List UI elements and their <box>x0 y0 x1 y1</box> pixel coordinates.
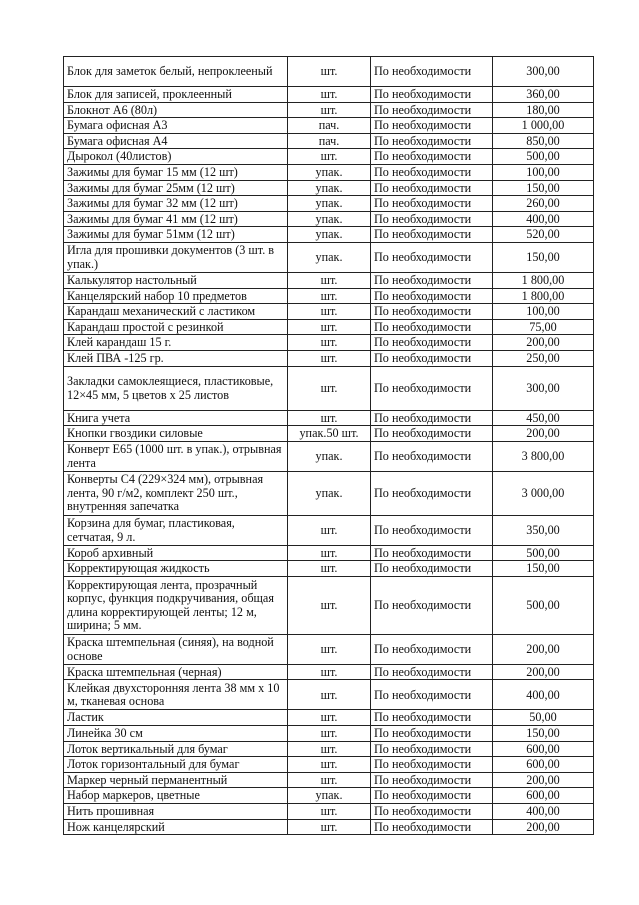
item-unit: шт. <box>288 741 371 757</box>
item-price: 100,00 <box>493 304 594 320</box>
item-price: 150,00 <box>493 561 594 577</box>
item-condition: По необходимости <box>371 102 493 118</box>
table-row <box>64 227 594 243</box>
item-name: Блокнот А6 (80л) <box>64 102 288 118</box>
item-name: Нить прошивная <box>64 804 288 820</box>
item-unit: шт. <box>288 561 371 577</box>
table-row <box>64 164 594 180</box>
item-name: Корректирующая лента, прозрачный корпус, функция подкручивания, общая длина корректирующей ленты; 12 м, ширина; 5 мм. <box>64 576 288 634</box>
table-row <box>64 57 594 87</box>
item-price: 400,00 <box>493 211 594 227</box>
item-unit: упак. <box>288 242 371 272</box>
item-condition: По необходимости <box>371 211 493 227</box>
item-condition: По необходимости <box>371 87 493 103</box>
item-price: 200,00 <box>493 772 594 788</box>
table-row <box>64 741 594 757</box>
table-row <box>64 335 594 351</box>
item-unit: шт. <box>288 726 371 742</box>
item-unit: упак. <box>288 196 371 212</box>
item-unit: шт. <box>288 757 371 773</box>
item-condition: По необходимости <box>371 576 493 634</box>
item-name: Закладки самоклеящиеся, пластиковые, 12×45 мм, 5 цветов х 25 листов <box>64 366 288 410</box>
item-name: Блок для заметок белый, непроклееный <box>64 57 288 87</box>
item-name: Блок для записей, проклеенный <box>64 87 288 103</box>
table-row <box>64 471 594 515</box>
item-unit: упак. <box>288 441 371 471</box>
item-condition: По необходимости <box>371 441 493 471</box>
item-condition: По необходимости <box>371 350 493 366</box>
item-condition: По необходимости <box>371 164 493 180</box>
item-name: Линейка 30 см <box>64 726 288 742</box>
item-unit: шт. <box>288 350 371 366</box>
item-name: Клей ПВА -125 гр. <box>64 350 288 366</box>
table-row <box>64 664 594 680</box>
item-name: Бумага офисная А3 <box>64 118 288 134</box>
item-condition: По необходимости <box>371 426 493 442</box>
item-condition: По необходимости <box>371 545 493 561</box>
item-price: 200,00 <box>493 819 594 835</box>
item-price: 1 000,00 <box>493 118 594 134</box>
table-row <box>64 515 594 545</box>
item-price: 260,00 <box>493 196 594 212</box>
item-name: Маркер черный перманентный <box>64 772 288 788</box>
item-name: Игла для прошивки документов (3 шт. в упак.) <box>64 242 288 272</box>
item-name: Книга учета <box>64 410 288 426</box>
table-row <box>64 788 594 804</box>
item-unit: упак.50 шт. <box>288 426 371 442</box>
item-price: 150,00 <box>493 242 594 272</box>
table-row <box>64 576 594 634</box>
item-condition: По необходимости <box>371 149 493 165</box>
item-unit: шт. <box>288 288 371 304</box>
item-price: 50,00 <box>493 710 594 726</box>
item-unit: шт. <box>288 634 371 664</box>
item-condition: По необходимости <box>371 57 493 87</box>
item-price: 200,00 <box>493 634 594 664</box>
item-price: 600,00 <box>493 757 594 773</box>
item-unit: шт. <box>288 272 371 288</box>
table-row <box>64 804 594 820</box>
item-name: Калькулятор настольный <box>64 272 288 288</box>
item-price: 1 800,00 <box>493 272 594 288</box>
item-price: 850,00 <box>493 133 594 149</box>
item-name: Зажимы для бумаг 15 мм (12 шт) <box>64 164 288 180</box>
table-row <box>64 350 594 366</box>
item-unit: шт. <box>288 515 371 545</box>
item-unit: упак. <box>288 211 371 227</box>
item-name: Зажимы для бумаг 51мм (12 шт) <box>64 227 288 243</box>
item-name: Краска штемпельная (черная) <box>64 664 288 680</box>
item-unit: пач. <box>288 118 371 134</box>
item-price: 150,00 <box>493 726 594 742</box>
table-row <box>64 102 594 118</box>
item-unit: шт. <box>288 149 371 165</box>
item-condition: По необходимости <box>371 304 493 320</box>
table-row <box>64 272 594 288</box>
item-condition: По необходимости <box>371 788 493 804</box>
table-row <box>64 561 594 577</box>
item-condition: По необходимости <box>371 561 493 577</box>
table-row <box>64 180 594 196</box>
item-price: 1 800,00 <box>493 288 594 304</box>
item-price: 300,00 <box>493 366 594 410</box>
item-name: Лоток вертикальный для бумаг <box>64 741 288 757</box>
item-price: 600,00 <box>493 741 594 757</box>
item-condition: По необходимости <box>371 710 493 726</box>
item-name: Конверт Е65 (1000 шт. в упак.), отрывная лента <box>64 441 288 471</box>
price-table <box>63 56 594 835</box>
item-unit: шт. <box>288 772 371 788</box>
item-name: Клейкая двухсторонняя лента 38 мм х 10 м, тканевая основа <box>64 680 288 710</box>
item-unit: упак. <box>288 788 371 804</box>
item-name: Лоток горизонтальный для бумаг <box>64 757 288 773</box>
item-condition: По необходимости <box>371 680 493 710</box>
item-condition: По необходимости <box>371 471 493 515</box>
item-unit: шт. <box>288 366 371 410</box>
item-price: 400,00 <box>493 680 594 710</box>
item-name: Канцелярский набор 10 предметов <box>64 288 288 304</box>
table-row <box>64 726 594 742</box>
item-name: Краска штемпельная (синяя), на водной основе <box>64 634 288 664</box>
item-name: Набор маркеров, цветные <box>64 788 288 804</box>
item-name: Карандаш простой с резинкой <box>64 319 288 335</box>
table-row <box>64 149 594 165</box>
item-unit: шт. <box>288 87 371 103</box>
item-name: Клей карандаш 15 г. <box>64 335 288 351</box>
table-row <box>64 288 594 304</box>
table-row <box>64 366 594 410</box>
item-price: 150,00 <box>493 180 594 196</box>
item-unit: шт. <box>288 335 371 351</box>
item-price: 520,00 <box>493 227 594 243</box>
item-condition: По необходимости <box>371 819 493 835</box>
item-condition: По необходимости <box>371 634 493 664</box>
item-unit: шт. <box>288 545 371 561</box>
item-condition: По необходимости <box>371 757 493 773</box>
item-condition: По необходимости <box>371 288 493 304</box>
item-condition: По необходимости <box>371 804 493 820</box>
item-condition: По необходимости <box>371 741 493 757</box>
item-name: Короб архивный <box>64 545 288 561</box>
item-name: Зажимы для бумаг 25мм (12 шт) <box>64 180 288 196</box>
item-unit: шт. <box>288 710 371 726</box>
item-price: 500,00 <box>493 576 594 634</box>
item-unit: шт. <box>288 102 371 118</box>
item-price: 500,00 <box>493 545 594 561</box>
item-condition: По необходимости <box>371 133 493 149</box>
table-row <box>64 545 594 561</box>
item-condition: По необходимости <box>371 515 493 545</box>
item-name: Бумага офисная А4 <box>64 133 288 149</box>
table-row <box>64 772 594 788</box>
table-row <box>64 441 594 471</box>
item-name: Корректирующая жидкость <box>64 561 288 577</box>
item-unit: пач. <box>288 133 371 149</box>
item-name: Карандаш механический с ластиком <box>64 304 288 320</box>
item-price: 200,00 <box>493 335 594 351</box>
item-condition: По необходимости <box>371 242 493 272</box>
item-price: 3 000,00 <box>493 471 594 515</box>
item-condition: По необходимости <box>371 664 493 680</box>
table-row <box>64 634 594 664</box>
item-name: Зажимы для бумаг 32 мм (12 шт) <box>64 196 288 212</box>
item-condition: По необходимости <box>371 227 493 243</box>
table-body <box>64 57 594 835</box>
table-row <box>64 304 594 320</box>
item-unit: упак. <box>288 227 371 243</box>
table-row <box>64 410 594 426</box>
table-row <box>64 757 594 773</box>
table-row <box>64 133 594 149</box>
item-unit: шт. <box>288 304 371 320</box>
item-name: Ластик <box>64 710 288 726</box>
item-price: 400,00 <box>493 804 594 820</box>
item-price: 500,00 <box>493 149 594 165</box>
item-price: 3 800,00 <box>493 441 594 471</box>
item-condition: По необходимости <box>371 410 493 426</box>
item-condition: По необходимости <box>371 726 493 742</box>
table-row <box>64 211 594 227</box>
item-price: 180,00 <box>493 102 594 118</box>
item-unit: шт. <box>288 819 371 835</box>
item-price: 100,00 <box>493 164 594 180</box>
item-unit: шт. <box>288 319 371 335</box>
item-price: 75,00 <box>493 319 594 335</box>
table-row <box>64 680 594 710</box>
item-price: 360,00 <box>493 87 594 103</box>
item-name: Дырокол (40листов) <box>64 149 288 165</box>
item-unit: шт. <box>288 57 371 87</box>
item-price: 350,00 <box>493 515 594 545</box>
item-condition: По необходимости <box>371 118 493 134</box>
item-condition: По необходимости <box>371 196 493 212</box>
table-row <box>64 319 594 335</box>
item-condition: По необходимости <box>371 335 493 351</box>
item-unit: шт. <box>288 410 371 426</box>
item-name: Кнопки гвоздики силовые <box>64 426 288 442</box>
table-row <box>64 710 594 726</box>
item-unit: упак. <box>288 471 371 515</box>
table-row <box>64 87 594 103</box>
item-price: 450,00 <box>493 410 594 426</box>
item-condition: По необходимости <box>371 180 493 196</box>
table-row <box>64 426 594 442</box>
item-condition: По необходимости <box>371 366 493 410</box>
item-unit: упак. <box>288 164 371 180</box>
table-row <box>64 196 594 212</box>
item-price: 200,00 <box>493 664 594 680</box>
table-row <box>64 819 594 835</box>
item-name: Нож канцелярский <box>64 819 288 835</box>
table-row <box>64 242 594 272</box>
item-unit: шт. <box>288 576 371 634</box>
item-price: 250,00 <box>493 350 594 366</box>
item-price: 200,00 <box>493 426 594 442</box>
item-unit: шт. <box>288 804 371 820</box>
item-unit: упак. <box>288 180 371 196</box>
table-row <box>64 118 594 134</box>
item-name: Корзина для бумаг, пластиковая, сетчатая, 9 л. <box>64 515 288 545</box>
item-condition: По необходимости <box>371 772 493 788</box>
item-name: Конверты С4 (229×324 мм), отрывная лента, 90 г/м2, комплект 250 шт., внутренняя запечатка <box>64 471 288 515</box>
item-price: 300,00 <box>493 57 594 87</box>
item-condition: По необходимости <box>371 272 493 288</box>
item-price: 600,00 <box>493 788 594 804</box>
item-condition: По необходимости <box>371 319 493 335</box>
item-name: Зажимы для бумаг 41 мм (12 шт) <box>64 211 288 227</box>
item-unit: шт. <box>288 680 371 710</box>
item-unit: шт. <box>288 664 371 680</box>
